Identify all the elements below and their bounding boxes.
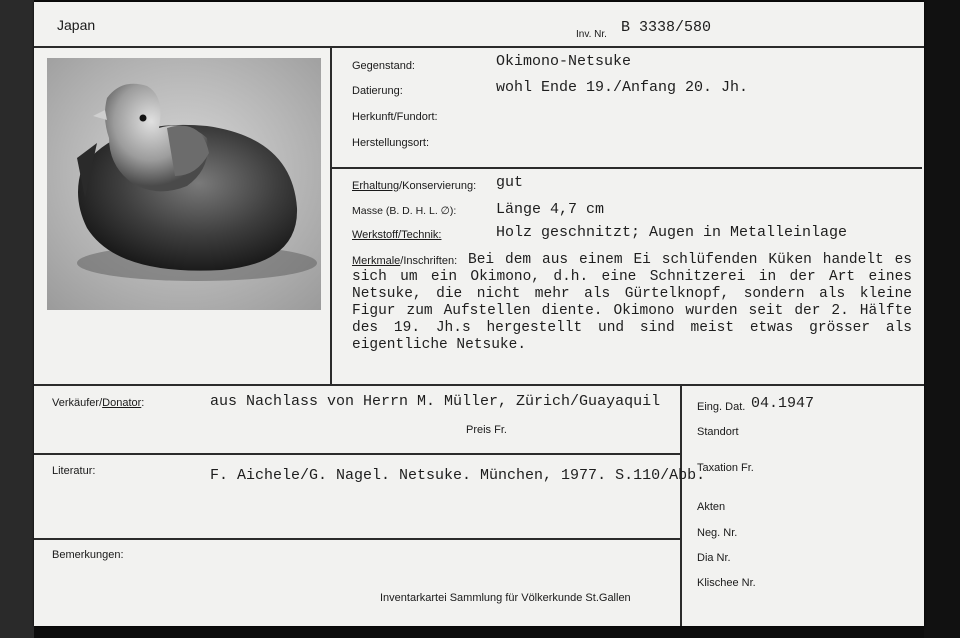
literatur-label: Literatur: bbox=[52, 465, 96, 477]
chick-in-egg-netsuke-image bbox=[47, 58, 321, 310]
taxation-label: Taxation Fr. bbox=[697, 462, 754, 474]
datierung-value: wohl Ende 19./Anfang 20. Jh. bbox=[496, 79, 749, 96]
right-background bbox=[924, 0, 960, 638]
gegenstand-label: Gegenstand: bbox=[352, 60, 415, 72]
eingang-datum-value: 04.1947 bbox=[751, 395, 815, 412]
card-footer: Inventarkartei Sammlung für Völkerkunde St.Gallen bbox=[380, 592, 631, 604]
herstellungsort-label: Herstellungsort: bbox=[352, 137, 430, 149]
masse-label: Masse (B. D. H. L. ∅): bbox=[352, 205, 457, 217]
eingang-datum-label: Eing. Dat. bbox=[697, 401, 746, 413]
section-rule-2 bbox=[34, 384, 924, 386]
side-column-divider bbox=[680, 386, 682, 626]
section-rule-1 bbox=[332, 167, 922, 169]
bemerkungen-label: Bemerkungen: bbox=[52, 549, 124, 561]
inventory-number-label: Inv. Nr. bbox=[576, 29, 607, 40]
erhaltung-value: gut bbox=[496, 174, 524, 191]
merkmale-label: Merkmale/Inschriften: bbox=[352, 255, 458, 267]
section-rule-3 bbox=[34, 453, 680, 455]
masse-value: Länge 4,7 cm bbox=[496, 201, 605, 218]
left-background bbox=[0, 0, 34, 638]
object-photograph bbox=[47, 58, 321, 310]
akten-label: Akten bbox=[697, 501, 726, 513]
header-rule bbox=[34, 46, 924, 48]
standort-label: Standort bbox=[697, 426, 739, 438]
preis-label: Preis Fr. bbox=[466, 424, 507, 436]
werkstoff-label: Werkstoff/Technik: bbox=[352, 229, 442, 241]
literatur-value: F. Aichele/G. Nagel. Netsuke. München, 1977. S.110/Abb. bbox=[210, 467, 706, 484]
photo-divider bbox=[330, 48, 332, 384]
erhaltung-label: Erhaltung/Konservierung: bbox=[352, 180, 477, 192]
datierung-label: Datierung: bbox=[352, 85, 403, 97]
section-rule-4 bbox=[34, 538, 680, 540]
negativ-nummer-label: Neg. Nr. bbox=[697, 527, 738, 539]
dia-nummer-label: Dia Nr. bbox=[697, 552, 731, 564]
inventory-number-value: B 3338/580 bbox=[621, 19, 712, 36]
herkunft-label: Herkunft/Fundort: bbox=[352, 111, 438, 123]
klischee-nummer-label: Klischee Nr. bbox=[697, 577, 756, 589]
merkmale-text: Bei dem aus einem Ei schlüfenden Küken handelt es sich um ein Okimono, d.h. eine Schnitzerei in der Art eines Netsuke, die nicht mehr als Gürtelknopf, sondern als kleine Figur zum Aufstellen diente. Okimono wurden seit der 2. Hälfte des 19. Jh.s hergestellt und sind meist etwas grösser als eigentliche Netsuke. bbox=[352, 252, 912, 353]
country-label: Japan bbox=[57, 17, 96, 33]
verkaeufer-value: aus Nachlass von Herrn M. Müller, Zürich/Guayaquil bbox=[210, 393, 661, 410]
verkaeufer-label: Verkäufer/Donator: bbox=[52, 397, 145, 409]
werkstoff-value: Holz geschnitzt; Augen in Metalleinlage bbox=[496, 224, 848, 241]
gegenstand-value: Okimono-Netsuke bbox=[496, 53, 632, 70]
